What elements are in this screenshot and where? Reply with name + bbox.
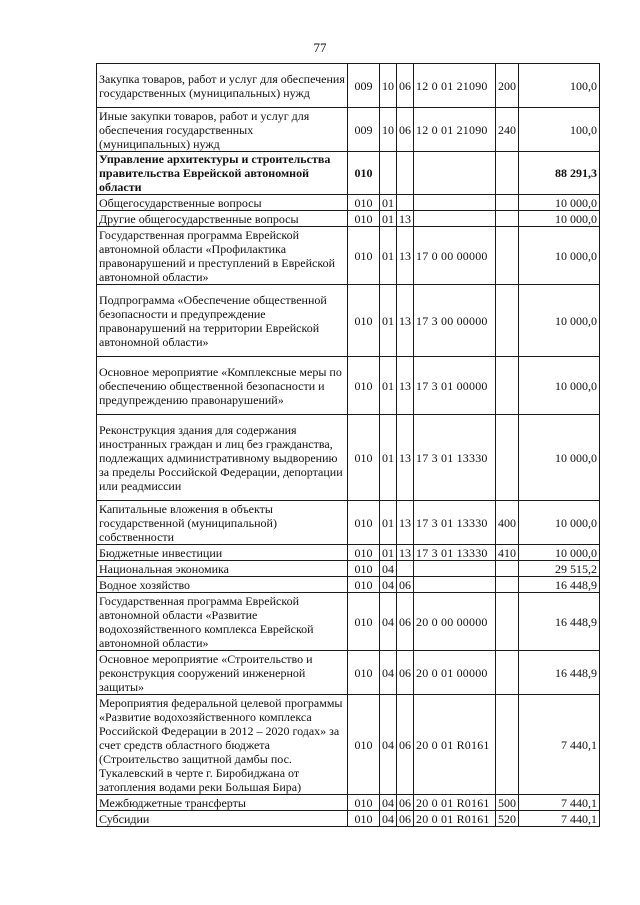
dept-code: 010 — [348, 285, 380, 357]
subsection-code: 13 — [397, 285, 414, 357]
target-article-code: 17 3 00 00000 — [414, 285, 496, 357]
dept-code: 009 — [348, 108, 380, 152]
table-row — [97, 795, 600, 811]
dept-code: 010 — [348, 227, 380, 285]
section-code: 10 — [380, 108, 397, 152]
subsection-code: 13 — [397, 501, 414, 545]
table-row — [97, 811, 600, 827]
amount: 10 000,0 — [519, 227, 600, 285]
expense-type-code — [496, 357, 519, 415]
target-article-code — [414, 152, 496, 195]
section-code: 01 — [380, 501, 397, 545]
amount: 10 000,0 — [519, 545, 600, 561]
row-name: Другие общегосударственные вопросы — [97, 211, 348, 227]
section-code: 04 — [380, 795, 397, 811]
table-row — [97, 561, 600, 577]
row-name: Закупка товаров, работ и услуг для обеспечения государственных (муниципальных) нужд — [97, 64, 348, 108]
expense-type-code: 200 — [496, 64, 519, 108]
subsection-code: 06 — [397, 811, 414, 827]
expense-type-code — [496, 415, 519, 501]
table-row — [97, 357, 600, 415]
dept-code: 009 — [348, 64, 380, 108]
expense-type-code — [496, 211, 519, 227]
subsection-code: 06 — [397, 593, 414, 651]
amount: 7 440,1 — [519, 811, 600, 827]
table-row — [97, 501, 600, 545]
amount: 10 000,0 — [519, 415, 600, 501]
row-name: Государственная программа Еврейской автономной области «Профилактика правонарушений и преступлений в Еврейской автономной области» — [97, 227, 348, 285]
section-code: 01 — [380, 285, 397, 357]
expense-type-code — [496, 593, 519, 651]
dept-code: 010 — [348, 695, 380, 795]
table-row — [97, 195, 600, 211]
dept-code: 010 — [348, 651, 380, 695]
dept-code: 010 — [348, 152, 380, 195]
table-row — [97, 695, 600, 795]
expense-type-code: 520 — [496, 811, 519, 827]
subsection-code: 13 — [397, 415, 414, 501]
section-code: 04 — [380, 811, 397, 827]
dept-code: 010 — [348, 795, 380, 811]
expense-type-code: 240 — [496, 108, 519, 152]
table-row — [97, 415, 600, 501]
row-name: Иные закупки товаров, работ и услуг для обеспечения государственных (муниципальных) нужд — [97, 108, 348, 152]
subsection-code — [397, 152, 414, 195]
dept-code: 010 — [348, 211, 380, 227]
subsection-code: 13 — [397, 357, 414, 415]
dept-code: 010 — [348, 545, 380, 561]
section-code: 10 — [380, 64, 397, 108]
subsection-code: 06 — [397, 64, 414, 108]
expense-type-code: 410 — [496, 545, 519, 561]
target-article-code: 12 0 01 21090 — [414, 64, 496, 108]
dept-code: 010 — [348, 195, 380, 211]
expense-type-code — [496, 152, 519, 195]
table-row — [97, 285, 600, 357]
row-name: Капитальные вложения в объекты государственной (муниципальной) собственности — [97, 501, 348, 545]
amount: 10 000,0 — [519, 195, 600, 211]
row-name: Межбюджетные трансферты — [97, 795, 348, 811]
amount: 10 000,0 — [519, 285, 600, 357]
amount: 29 515,2 — [519, 561, 600, 577]
row-name: Бюджетные инвестиции — [97, 545, 348, 561]
target-article-code: 20 0 01 00000 — [414, 651, 496, 695]
dept-code: 010 — [348, 415, 380, 501]
budget-table — [96, 63, 600, 827]
amount: 7 440,1 — [519, 695, 600, 795]
expense-type-code — [496, 577, 519, 593]
dept-code: 010 — [348, 357, 380, 415]
table-row — [97, 64, 600, 108]
amount: 16 448,9 — [519, 593, 600, 651]
amount: 10 000,0 — [519, 501, 600, 545]
row-name: Подпрограмма «Обеспечение общественной безопасности и предупреждение правонарушений на территории Еврейской автономной области» — [97, 285, 348, 357]
target-article-code: 20 0 01 R0161 — [414, 795, 496, 811]
row-name: Национальная экономика — [97, 561, 348, 577]
target-article-code — [414, 211, 496, 227]
table-row — [97, 651, 600, 695]
expense-type-code — [496, 695, 519, 795]
amount: 7 440,1 — [519, 795, 600, 811]
section-code: 01 — [380, 195, 397, 211]
amount: 10 000,0 — [519, 211, 600, 227]
page-number: 77 — [313, 40, 327, 55]
subsection-code: 13 — [397, 211, 414, 227]
row-name: Основное мероприятие «Строительство и реконструкция сооружений инженерной защиты» — [97, 651, 348, 695]
row-name: Основное мероприятие «Комплексные меры по обеспечению общественной безопасности и предупреждению правонарушений» — [97, 357, 348, 415]
subsection-code: 06 — [397, 695, 414, 795]
subsection-code: 13 — [397, 227, 414, 285]
expense-type-code: 500 — [496, 795, 519, 811]
target-article-code — [414, 577, 496, 593]
dept-code: 010 — [348, 811, 380, 827]
table-row — [97, 577, 600, 593]
subsection-code: 13 — [397, 545, 414, 561]
section-code: 01 — [380, 357, 397, 415]
subsection-code: 06 — [397, 651, 414, 695]
target-article-code — [414, 561, 496, 577]
dept-code: 010 — [348, 561, 380, 577]
table-row — [97, 152, 600, 195]
table-row — [97, 545, 600, 561]
subsection-code: 06 — [397, 795, 414, 811]
table-row — [97, 108, 600, 152]
section-code: 01 — [380, 227, 397, 285]
section-code — [380, 152, 397, 195]
dept-code: 010 — [348, 577, 380, 593]
target-article-code: 17 3 01 00000 — [414, 357, 496, 415]
table-row — [97, 211, 600, 227]
dept-code: 010 — [348, 501, 380, 545]
target-article-code: 20 0 01 R0161 — [414, 695, 496, 795]
expense-type-code — [496, 195, 519, 211]
section-code: 01 — [380, 211, 397, 227]
amount: 88 291,3 — [519, 152, 600, 195]
amount: 16 448,9 — [519, 577, 600, 593]
subsection-code — [397, 561, 414, 577]
subsection-code — [397, 195, 414, 211]
section-code: 01 — [380, 415, 397, 501]
table-row — [97, 593, 600, 651]
section-code: 04 — [380, 593, 397, 651]
target-article-code: 17 3 01 13330 — [414, 545, 496, 561]
expense-type-code — [496, 651, 519, 695]
section-code: 01 — [380, 545, 397, 561]
section-code: 04 — [380, 651, 397, 695]
amount: 100,0 — [519, 64, 600, 108]
row-name: Реконструкция здания для содержания иностранных граждан и лиц без гражданства, подлежащих административному выдворению за пределы Российской Федерации, депортации или реадмиссии — [97, 415, 348, 501]
target-article-code: 17 3 01 13330 — [414, 415, 496, 501]
row-name: Государственная программа Еврейской автономной области «Развитие водохозяйственного комплекса Еврейской автономной области» — [97, 593, 348, 651]
expense-type-code — [496, 561, 519, 577]
target-article-code: 17 3 01 13330 — [414, 501, 496, 545]
row-name: Субсидии — [97, 811, 348, 827]
target-article-code: 20 0 00 00000 — [414, 593, 496, 651]
target-article-code — [414, 195, 496, 211]
dept-code: 010 — [348, 593, 380, 651]
amount: 10 000,0 — [519, 357, 600, 415]
subsection-code: 06 — [397, 577, 414, 593]
expense-type-code: 400 — [496, 501, 519, 545]
section-code: 04 — [380, 577, 397, 593]
row-name: Управление архитектуры и строительства правительства Еврейской автономной области — [97, 152, 348, 195]
section-code: 04 — [380, 561, 397, 577]
row-name: Общегосударственные вопросы — [97, 195, 348, 211]
table-row — [97, 227, 600, 285]
target-article-code: 17 0 00 00000 — [414, 227, 496, 285]
amount: 100,0 — [519, 108, 600, 152]
section-code: 04 — [380, 695, 397, 795]
expense-type-code — [496, 227, 519, 285]
subsection-code: 06 — [397, 108, 414, 152]
target-article-code: 12 0 01 21090 — [414, 108, 496, 152]
amount: 16 448,9 — [519, 651, 600, 695]
row-name: Водное хозяйство — [97, 577, 348, 593]
target-article-code: 20 0 01 R0161 — [414, 811, 496, 827]
row-name: Мероприятия федеральной целевой программы «Развитие водохозяйственного комплекса Российской Федерации в 2012 – 2020 годах» за счет средств областного бюджета (Строительство защитной дамбы пос. Тукалевский в черте г. Биробиджана от затопления водами реки Большая Бира) — [97, 695, 348, 795]
expense-type-code — [496, 285, 519, 357]
